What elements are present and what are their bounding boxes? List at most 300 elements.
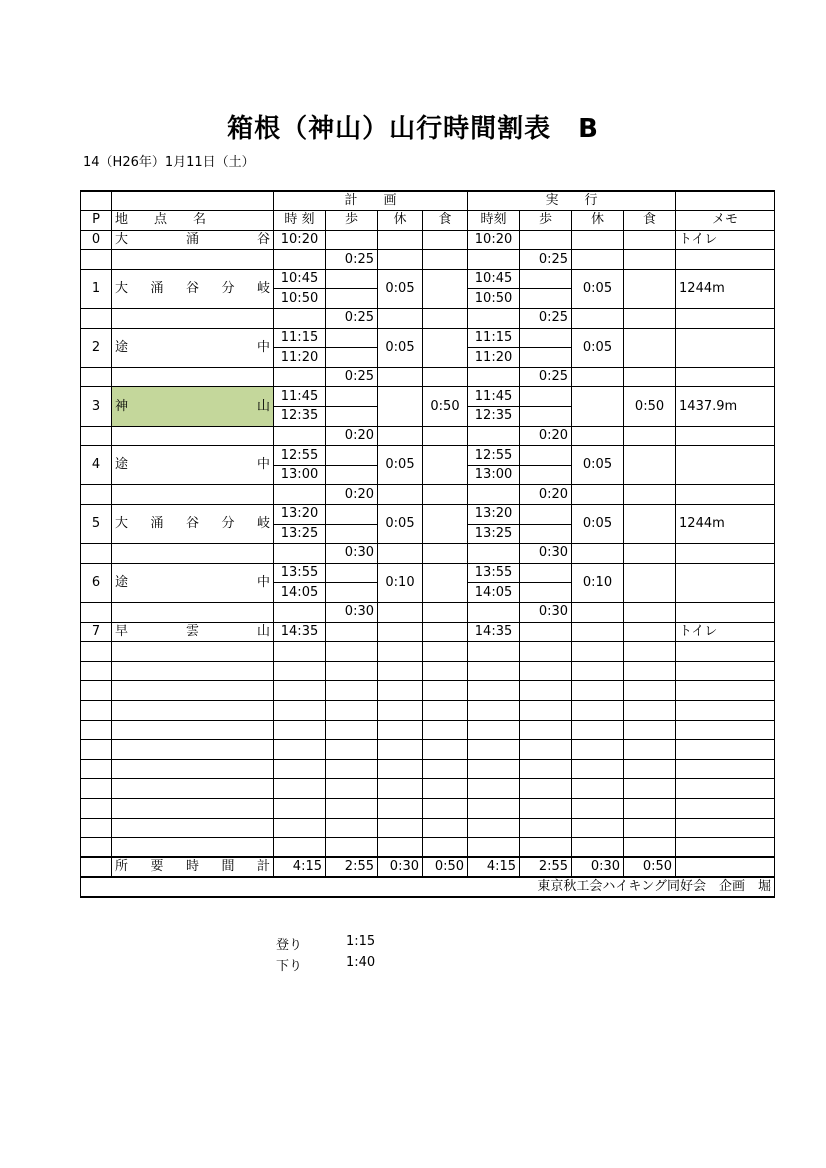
empty-cell: [112, 700, 274, 720]
point-row: [81, 230, 775, 250]
plan-walk-empty: [326, 328, 378, 348]
empty-cell: [423, 700, 468, 720]
actual-walk-empty: [520, 583, 572, 603]
plan-walk-empty: [326, 465, 378, 485]
empty-cell: [676, 759, 775, 779]
empty-row: [81, 779, 775, 799]
empty-cell: [81, 661, 112, 681]
empty-cell: [572, 759, 624, 779]
empty-cell: [326, 700, 378, 720]
empty-cell: [520, 759, 572, 779]
point-name: 神山: [112, 387, 274, 426]
empty-row: [81, 700, 775, 720]
plan-arrival-time: 10:45: [274, 269, 326, 289]
empty-cell: [112, 818, 274, 838]
empty-cell: [378, 700, 423, 720]
empty-cell: [274, 426, 326, 446]
empty-cell: [520, 798, 572, 818]
empty-cell: [624, 485, 676, 505]
empty-cell: [326, 798, 378, 818]
actual-walk-time: 0:30: [520, 544, 572, 564]
actual-arrival-time: 11:45: [468, 387, 520, 407]
point-name: 早雲山: [112, 622, 274, 642]
empty-cell: [572, 602, 624, 622]
empty-cell: [624, 544, 676, 564]
actual-departure-time: 13:25: [468, 524, 520, 544]
empty-cell: [624, 700, 676, 720]
empty-cell: [423, 309, 468, 329]
empty-cell: [423, 250, 468, 270]
empty-cell: [378, 485, 423, 505]
empty-cell: [624, 779, 676, 799]
plan-meal: [423, 328, 468, 367]
empty-row: [81, 740, 775, 760]
plan-rest: 0:05: [378, 269, 423, 308]
empty-cell: [468, 250, 520, 270]
empty-cell: [676, 544, 775, 564]
empty-cell: [274, 798, 326, 818]
empty-cell: [423, 798, 468, 818]
plan-walk-empty: [326, 563, 378, 583]
empty-cell: [572, 426, 624, 446]
empty-cell: [378, 720, 423, 740]
memo-cell: トイレ: [676, 230, 775, 250]
empty-cell: [423, 740, 468, 760]
empty-cell: [468, 700, 520, 720]
actual-rest: [572, 387, 624, 426]
plan-rest: 0:05: [378, 446, 423, 485]
actual-rest: [572, 230, 624, 250]
empty-cell: [572, 544, 624, 564]
empty-cell: [81, 838, 112, 858]
empty-cell: [274, 838, 326, 858]
point-number: 0: [81, 230, 112, 250]
plan-rest: [378, 230, 423, 250]
plan-rest: 0:10: [378, 563, 423, 602]
actual-walk-time: 0:20: [520, 426, 572, 446]
empty-cell: [423, 426, 468, 446]
empty-cell: [572, 838, 624, 858]
point-number: 2: [81, 328, 112, 367]
empty-cell: [274, 779, 326, 799]
empty-cell: [112, 661, 274, 681]
total-plan-rest: 0:30: [378, 857, 423, 877]
empty-cell: [624, 309, 676, 329]
plan-walk-empty: [326, 269, 378, 289]
empty-cell: [81, 700, 112, 720]
empty-cell: [326, 720, 378, 740]
empty-cell: [112, 426, 274, 446]
plan-walk-empty: [326, 583, 378, 603]
empty-cell: [520, 700, 572, 720]
actual-rest: 0:05: [572, 269, 624, 308]
empty-cell: [468, 818, 520, 838]
empty-cell: [378, 681, 423, 701]
plan-meal: [423, 446, 468, 485]
empty-cell: [520, 661, 572, 681]
plan-walk-time: 0:20: [326, 485, 378, 505]
empty-cell: [378, 642, 423, 662]
empty-cell: [81, 309, 112, 329]
plan-walk-empty: [326, 622, 378, 642]
empty-cell: [423, 720, 468, 740]
header-empty: [81, 191, 112, 211]
point-number: 4: [81, 446, 112, 485]
walk-row: [81, 367, 775, 387]
empty-cell: [112, 485, 274, 505]
plan-meal: [423, 230, 468, 250]
empty-cell: [274, 309, 326, 329]
empty-cell: [326, 818, 378, 838]
plan-rest: 0:05: [378, 328, 423, 367]
empty-cell: [378, 309, 423, 329]
actual-walk-empty: [520, 524, 572, 544]
memo-cell: 1437.9m: [676, 387, 775, 426]
empty-cell: [81, 857, 112, 877]
empty-cell: [624, 661, 676, 681]
empty-cell: [274, 367, 326, 387]
plan-departure-time: 10:50: [274, 289, 326, 309]
empty-cell: [468, 642, 520, 662]
empty-cell: [572, 740, 624, 760]
plan-meal: [423, 622, 468, 642]
empty-cell: [81, 642, 112, 662]
empty-cell: [572, 798, 624, 818]
empty-cell: [423, 759, 468, 779]
empty-cell: [676, 720, 775, 740]
total-plan-time: 4:15: [274, 857, 326, 877]
point-row: [81, 505, 775, 525]
actual-walk-time: 0:20: [520, 485, 572, 505]
actual-rest: 0:05: [572, 328, 624, 367]
empty-cell: [112, 838, 274, 858]
plan-walk-time: 0:20: [326, 426, 378, 446]
empty-cell: [520, 818, 572, 838]
empty-row: [81, 642, 775, 662]
plan-walk-empty: [326, 230, 378, 250]
empty-cell: [423, 602, 468, 622]
empty-cell: [676, 642, 775, 662]
empty-cell: [112, 642, 274, 662]
empty-cell: [676, 779, 775, 799]
memo-cell: 1244m: [676, 505, 775, 544]
actual-arrival-time: 10:45: [468, 269, 520, 289]
empty-cell: [572, 661, 624, 681]
empty-cell: [112, 367, 274, 387]
total-plan-meal: 0:50: [423, 857, 468, 877]
empty-cell: [378, 544, 423, 564]
empty-cell: [624, 250, 676, 270]
plan-walk-time: 0:30: [326, 544, 378, 564]
total-plan-walk: 2:55: [326, 857, 378, 877]
timetable: [80, 190, 775, 898]
empty-cell: [624, 367, 676, 387]
actual-arrival-time: 13:20: [468, 505, 520, 525]
empty-cell: [468, 838, 520, 858]
empty-cell: [468, 367, 520, 387]
empty-cell: [572, 700, 624, 720]
empty-row: [81, 798, 775, 818]
empty-cell: [572, 720, 624, 740]
memo-cell: [676, 446, 775, 485]
empty-cell: [624, 818, 676, 838]
actual-meal: [624, 505, 676, 544]
actual-walk-empty: [520, 387, 572, 407]
memo-cell: [676, 563, 775, 602]
empty-cell: [378, 818, 423, 838]
empty-cell: [326, 642, 378, 662]
plan-walk-time: 0:30: [326, 602, 378, 622]
empty-cell: [624, 426, 676, 446]
empty-cell: [81, 367, 112, 387]
empty-cell: [378, 798, 423, 818]
empty-cell: [676, 857, 775, 877]
empty-cell: [572, 309, 624, 329]
point-name: 途中: [112, 328, 274, 367]
plan-arrival-time: 10:20: [274, 230, 326, 250]
actual-departure-time: 12:35: [468, 407, 520, 427]
empty-cell: [81, 779, 112, 799]
empty-cell: [81, 720, 112, 740]
header-rest: 休: [378, 211, 423, 231]
empty-cell: [423, 818, 468, 838]
point-name: 大涌谷分岐: [112, 505, 274, 544]
actual-walk-time: 0:25: [520, 250, 572, 270]
actual-meal: [624, 269, 676, 308]
actual-meal: [624, 563, 676, 602]
empty-cell: [112, 740, 274, 760]
actual-meal: [624, 328, 676, 367]
empty-cell: [81, 818, 112, 838]
empty-cell: [378, 661, 423, 681]
total-actual-meal: 0:50: [624, 857, 676, 877]
empty-cell: [423, 838, 468, 858]
header-p: P: [81, 211, 112, 231]
empty-cell: [624, 740, 676, 760]
empty-cell: [624, 602, 676, 622]
plan-arrival-time: 11:15: [274, 328, 326, 348]
actual-arrival-time: 11:15: [468, 328, 520, 348]
empty-cell: [274, 681, 326, 701]
plan-walk-empty: [326, 524, 378, 544]
actual-arrival-time: 12:55: [468, 446, 520, 466]
header-row: [81, 211, 775, 231]
point-row: [81, 563, 775, 583]
point-number: 7: [81, 622, 112, 642]
empty-cell: [274, 602, 326, 622]
total-actual-walk: 2:55: [520, 857, 572, 877]
plan-meal: [423, 269, 468, 308]
empty-cell: [572, 642, 624, 662]
empty-row: [81, 681, 775, 701]
empty-cell: [81, 250, 112, 270]
empty-cell: [326, 681, 378, 701]
empty-cell: [572, 779, 624, 799]
total-actual-time: 4:15: [468, 857, 520, 877]
point-number: 5: [81, 505, 112, 544]
up-value: 1:15: [346, 934, 376, 949]
actual-arrival-time: 10:20: [468, 230, 520, 250]
plan-meal: 0:50: [423, 387, 468, 426]
point-row: [81, 328, 775, 348]
point-row: [81, 269, 775, 289]
plan-departure-time: 14:05: [274, 583, 326, 603]
memo-cell: [676, 328, 775, 367]
trip-date: 14（H26年）1月11日（土）: [83, 155, 255, 170]
plan-departure-time: 11:20: [274, 348, 326, 368]
actual-arrival-time: 13:55: [468, 563, 520, 583]
empty-row: [81, 838, 775, 858]
point-name: 大涌谷: [112, 230, 274, 250]
actual-rest: [572, 622, 624, 642]
plan-arrival-time: 13:55: [274, 563, 326, 583]
actual-rest: 0:05: [572, 446, 624, 485]
empty-row: [81, 818, 775, 838]
empty-cell: [274, 818, 326, 838]
plan-departure-time: 13:00: [274, 465, 326, 485]
point-row: [81, 622, 775, 642]
empty-cell: [468, 602, 520, 622]
plan-rest: [378, 387, 423, 426]
plan-rest: [378, 622, 423, 642]
empty-cell: [326, 779, 378, 799]
plan-walk-empty: [326, 387, 378, 407]
empty-cell: [378, 740, 423, 760]
empty-cell: [112, 798, 274, 818]
empty-row: [81, 661, 775, 681]
actual-walk-empty: [520, 563, 572, 583]
footer-row: [81, 877, 775, 897]
empty-cell: [81, 798, 112, 818]
empty-cell: [112, 681, 274, 701]
header-memo: メモ: [676, 211, 775, 231]
actual-departure-time: 14:05: [468, 583, 520, 603]
point-number: 1: [81, 269, 112, 308]
empty-cell: [468, 485, 520, 505]
empty-cell: [274, 700, 326, 720]
plan-walk-empty: [326, 505, 378, 525]
total-actual-rest: 0:30: [572, 857, 624, 877]
empty-cell: [624, 838, 676, 858]
header-walk-actual: 歩: [520, 211, 572, 231]
empty-cell: [468, 798, 520, 818]
actual-departure-time: 11:20: [468, 348, 520, 368]
empty-cell: [423, 681, 468, 701]
point-name: 途中: [112, 446, 274, 485]
actual-walk-empty: [520, 407, 572, 427]
header-empty: [676, 191, 775, 211]
actual-rest: 0:10: [572, 563, 624, 602]
plan-arrival-time: 14:35: [274, 622, 326, 642]
actual-walk-empty: [520, 289, 572, 309]
empty-cell: [624, 798, 676, 818]
empty-cell: [274, 250, 326, 270]
empty-row: [81, 759, 775, 779]
empty-cell: [676, 661, 775, 681]
empty-cell: [624, 642, 676, 662]
empty-cell: [468, 779, 520, 799]
empty-cell: [520, 740, 572, 760]
empty-cell: [624, 759, 676, 779]
actual-rest: 0:05: [572, 505, 624, 544]
empty-cell: [624, 720, 676, 740]
header-rest-actual: 休: [572, 211, 624, 231]
header-time-actual: 時刻: [468, 211, 520, 231]
memo-cell: 1244m: [676, 269, 775, 308]
empty-cell: [81, 426, 112, 446]
empty-cell: [520, 681, 572, 701]
empty-cell: [274, 720, 326, 740]
actual-arrival-time: 14:35: [468, 622, 520, 642]
empty-cell: [468, 309, 520, 329]
empty-cell: [274, 544, 326, 564]
empty-cell: [326, 661, 378, 681]
up-label: 登り: [276, 938, 303, 953]
down-value: 1:40: [346, 955, 376, 970]
empty-cell: [326, 759, 378, 779]
actual-walk-empty: [520, 465, 572, 485]
empty-cell: [378, 759, 423, 779]
header-meal: 食: [423, 211, 468, 231]
plan-arrival-time: 13:20: [274, 505, 326, 525]
point-name: 途中: [112, 563, 274, 602]
empty-cell: [112, 309, 274, 329]
point-row: [81, 387, 775, 407]
empty-cell: [423, 544, 468, 564]
empty-cell: [378, 779, 423, 799]
actual-meal: 0:50: [624, 387, 676, 426]
header-walk: 歩: [326, 211, 378, 231]
empty-cell: [81, 485, 112, 505]
down-label: 下り: [276, 959, 303, 974]
empty-cell: [112, 544, 274, 564]
plan-walk-empty: [326, 446, 378, 466]
empty-cell: [572, 681, 624, 701]
empty-cell: [520, 779, 572, 799]
empty-cell: [378, 602, 423, 622]
totals-row: [81, 857, 775, 877]
actual-walk-empty: [520, 505, 572, 525]
empty-cell: [572, 367, 624, 387]
actual-walk-empty: [520, 348, 572, 368]
empty-cell: [468, 759, 520, 779]
plan-meal: [423, 505, 468, 544]
actual-walk-empty: [520, 446, 572, 466]
page-title: 箱根（神山）山行時間割表 B: [227, 114, 599, 144]
header-meal-actual: 食: [624, 211, 676, 231]
point-number: 3: [81, 387, 112, 426]
empty-cell: [378, 426, 423, 446]
empty-cell: [676, 250, 775, 270]
empty-cell: [468, 740, 520, 760]
walk-row: [81, 426, 775, 446]
actual-walk-time: 0:25: [520, 367, 572, 387]
header-plan: 計 画: [274, 191, 468, 211]
empty-cell: [676, 740, 775, 760]
point-number: 6: [81, 563, 112, 602]
empty-cell: [423, 779, 468, 799]
actual-walk-empty: [520, 269, 572, 289]
plan-walk-time: 0:25: [326, 309, 378, 329]
plan-walk-empty: [326, 407, 378, 427]
walk-row: [81, 309, 775, 329]
empty-cell: [274, 661, 326, 681]
header-time: 時 刻: [274, 211, 326, 231]
header-row-group: [81, 191, 775, 211]
empty-cell: [423, 642, 468, 662]
empty-cell: [676, 367, 775, 387]
memo-cell: トイレ: [676, 622, 775, 642]
